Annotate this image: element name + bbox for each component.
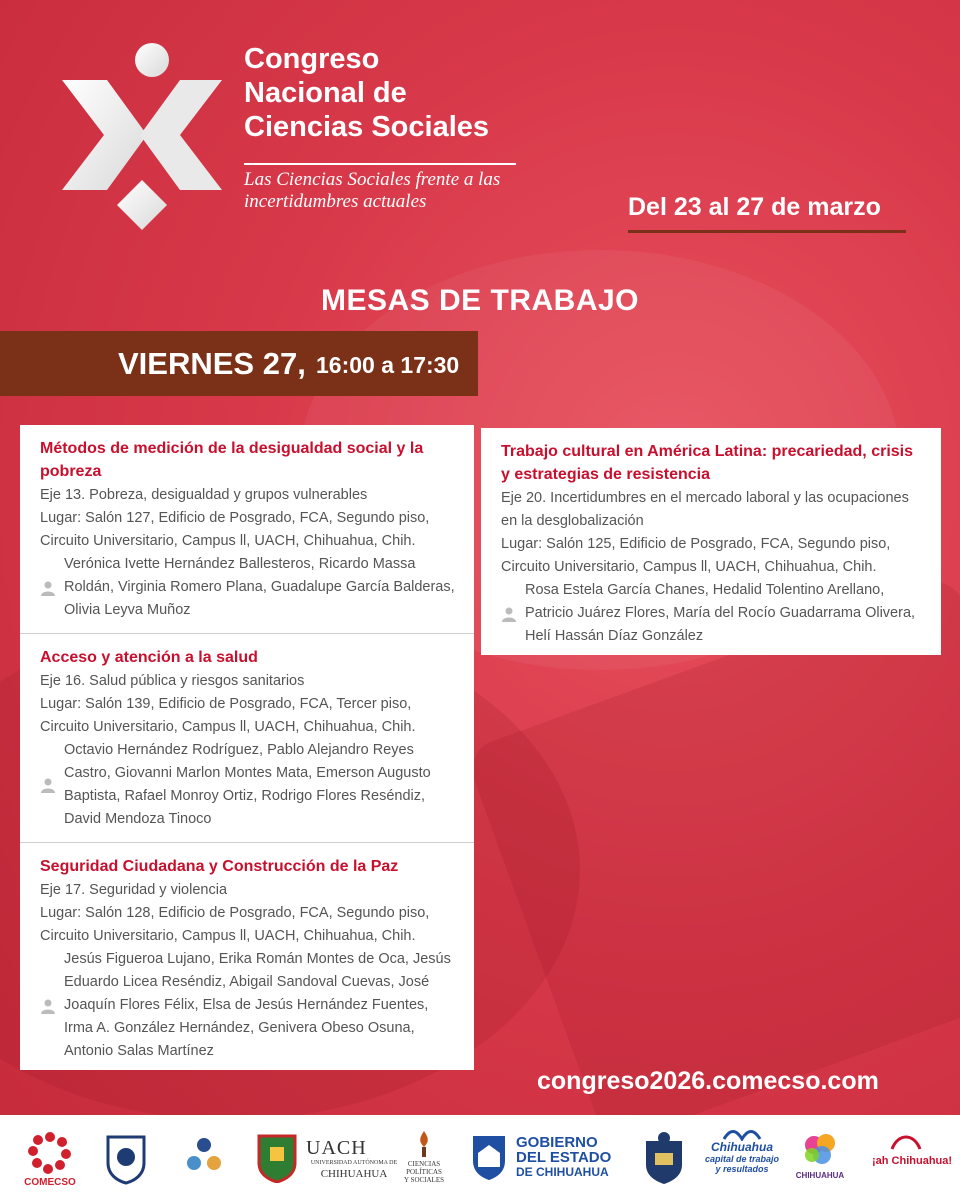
sponsor-footer: [0, 1115, 960, 1200]
gobierno-line: GOBIERNO: [516, 1134, 598, 1151]
mesa-card: [481, 428, 941, 655]
mesa-card: [20, 425, 474, 633]
cps-label: [404, 1160, 444, 1184]
cps-line: CIENCIAS: [407, 1160, 441, 1168]
mesa-people: [40, 948, 458, 1063]
uach-name: UACH: [306, 1137, 367, 1159]
mesa-eje: Eje 20. Incertidumbres en el mercado laboral y las ocupaciones en la desglobalización: [501, 490, 909, 529]
gobierno-label: [516, 1135, 611, 1180]
ah-chihuahua-arc-icon: [890, 1131, 922, 1151]
mesa-lugar: Lugar: Salón 139, Edificio de Posgrado, FCA, Tercer piso, Circuito Universitario, Campus ll, UACH, Chihuahua, Chih.: [40, 696, 416, 735]
mesa-lugar: Lugar: Salón 128, Edificio de Posgrado, FCA, Segundo piso, Circuito Universitario, Campus ll, UACH, Chihuahua, Chih.: [40, 905, 430, 944]
gobierno-shield-icon: [470, 1133, 508, 1181]
dates-underline: [628, 230, 906, 233]
mesa-people: [40, 553, 458, 622]
day-time: 16:00 a 17:30: [316, 352, 460, 378]
person-icon: [501, 606, 517, 622]
municipio-crest-icon: [640, 1131, 688, 1185]
congress-title: [244, 42, 524, 144]
uach-shield-icon: [256, 1133, 298, 1183]
title-line: Ciencias Sociales: [244, 111, 490, 143]
mesa-title: Seguridad Ciudadana y Construcción de la Paz: [40, 858, 399, 875]
mesa-eje: Eje 17. Seguridad y violencia: [40, 882, 228, 898]
comecso-logo-icon: [22, 1129, 78, 1175]
uach-sub2: CHIHUAHUA: [320, 1168, 388, 1180]
congress-subtitle: [244, 169, 544, 213]
gobierno-line: DE CHIHUAHUA: [516, 1165, 609, 1179]
mesa-title: Trabajo cultural en América Latina: precariedad, crisis y estrategias de resistencia: [501, 443, 914, 483]
comecso-label: COMECSO: [24, 1177, 76, 1188]
people-list: Jesús Figueroa Lujano, Erika Román Montes de Oca, Jesús Eduardo Licea Reséndiz, Abigail Sandoval Cuevas, José Joaquín Flores Félix, Elsa de Jesús Hernández Fuentes, Irma A. González Hernández, Genivera Obeso Osuna, Antonio Salas Martínez: [64, 951, 451, 1059]
buro-logo-icon: [800, 1131, 840, 1167]
mesa-people: [40, 739, 458, 831]
mesa-title: Métodos de medición de la desigualdad social y la pobreza: [40, 440, 424, 480]
capital-logo-icon: [722, 1127, 762, 1141]
mesa-card: [20, 842, 474, 1070]
title-line: Congreso: [244, 43, 380, 75]
people-list: Rosa Estela García Chanes, Hedalid Tolentino Arellano, Patricio Juárez Flores, María del Rocío Guadarrama Olivera, Helí Hassán Díaz González: [525, 582, 916, 644]
torch-icon: [412, 1129, 436, 1157]
section-title: MESAS DE TRABAJO: [320, 284, 640, 317]
capital-line: Chihuahua: [711, 1140, 773, 1154]
cps-line: POLÍTICAS: [406, 1168, 442, 1176]
person-icon: [40, 580, 56, 596]
mesa-lugar: Lugar: Salón 125, Edificio de Posgrado, FCA, Segundo piso, Circuito Universitario, Campus ll, UACH, Chihuahua, Chih.: [501, 536, 891, 575]
buro-label: CHIHUAHUA: [795, 1171, 845, 1180]
mesa-eje: Eje 13. Pobreza, desigualdad y grupos vulnerables: [40, 487, 368, 503]
title-line: Nacional de: [244, 77, 407, 109]
people-list: Verónica Ivette Hernández Ballesteros, Ricardo Massa Roldán, Virginia Romero Plana, Guadalupe García Balderas, Olivia Leyva Muñoz: [64, 556, 455, 618]
unam-shield-icon: [104, 1133, 148, 1185]
people-list: Octavio Hernández Rodríguez, Pablo Alejandro Reyes Castro, Giovanni Marlon Montes Mata, Emerson Augusto Baptista, Rafael Monroy Ortiz, Rodrigo Flores Reséndiz, David Mendoza Tinoco: [64, 742, 431, 827]
day-label: VIERNES 27,: [118, 346, 306, 381]
uach-sub1: UNIVERSIDAD AUTÓNOMA DE: [310, 1160, 398, 1166]
mesa-people: [501, 579, 925, 648]
mesa-eje: Eje 16. Salud pública y riesgos sanitarios: [40, 673, 305, 689]
person-icon: [40, 777, 56, 793]
capital-label: [700, 1141, 784, 1174]
cps-line: Y SOCIALES: [404, 1176, 444, 1184]
capital-line: y resultados: [715, 1164, 769, 1174]
mesa-title: Acceso y atención a la salud: [40, 649, 258, 666]
mesa-lugar: Lugar: Salón 127, Edificio de Posgrado, FCA, Segundo piso, Circuito Universitario, Campus ll, UACH, Chihuahua, Chih.: [40, 510, 430, 549]
humanidades-logo-icon: [180, 1135, 228, 1175]
mesa-card: [20, 633, 474, 842]
congress-x-logo: [52, 40, 232, 230]
subtitle-line: incertidumbres actuales: [244, 191, 427, 212]
subtitle-line: Las Ciencias Sociales frente a las: [244, 169, 501, 190]
capital-line: capital de trabajo: [704, 1154, 780, 1164]
website-link[interactable]: congreso2026.comecso.com: [537, 1067, 879, 1095]
title-divider: [244, 163, 516, 165]
event-dates: Del 23 al 27 de marzo: [628, 193, 881, 221]
ah-chihuahua-label: ¡ah Chihuahua!: [872, 1155, 953, 1167]
person-icon: [40, 998, 56, 1014]
gobierno-line: DEL ESTADO: [516, 1149, 612, 1166]
